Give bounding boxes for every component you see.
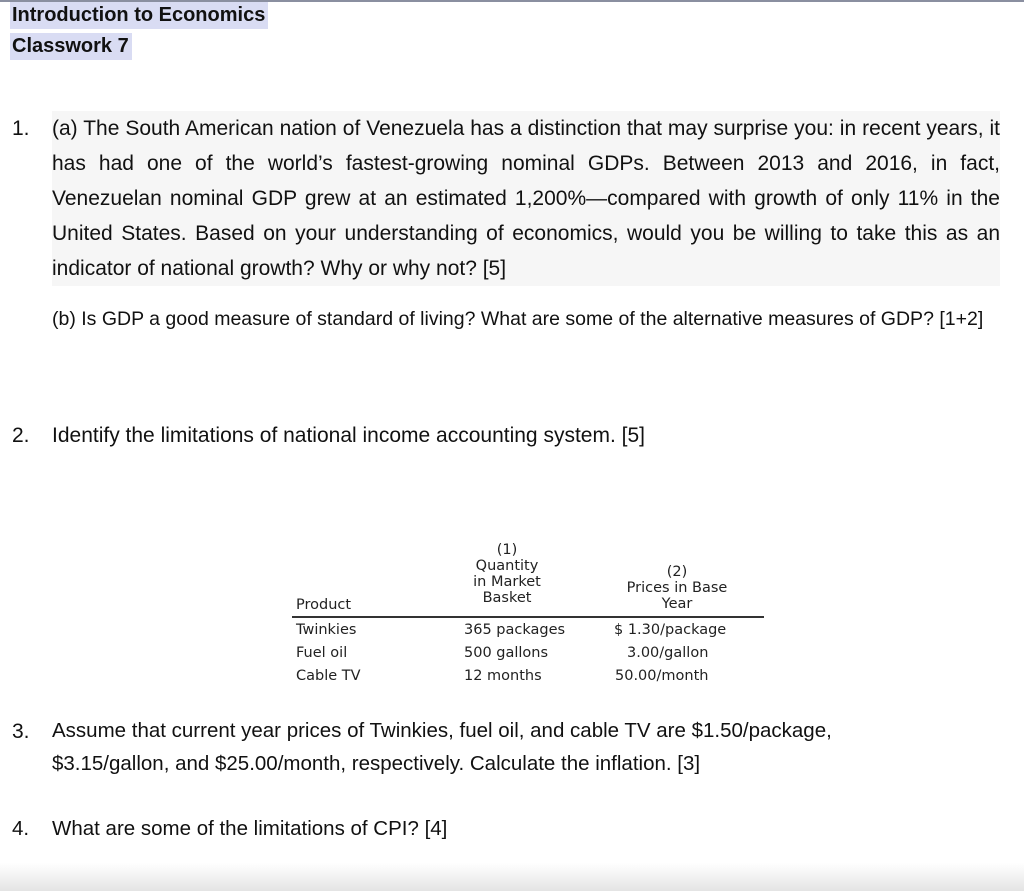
question-1a-text: (a) The South American nation of Venezuela has a distinction that may surprise you: in recent years, it has had one of the world’s fastest-growing nominal GDPs. Between 2013 and 2016, in fact, Venezuelan nominal GDP grew at an estimated 1,200%—compared with growth of only 11% in the United States. Based on your understanding of economics, would you be willing to take this as an indicator of national growth? Why or why not? [5]	[52, 111, 1000, 286]
page-bottom-shadow	[0, 863, 1024, 891]
row-price: 50.00/month	[615, 668, 709, 684]
row-price: $ 1.30/package	[614, 622, 727, 638]
col1-header-line: (1)	[496, 542, 518, 558]
row-product: Cable TV	[296, 668, 361, 684]
col1-header-line: in Market	[473, 574, 541, 590]
question-4-text: What are some of the limitations of CPI? [4]	[52, 817, 448, 840]
col2-header-line: (2)	[666, 564, 688, 580]
row-product: Twinkies	[296, 622, 357, 638]
col1-header	[452, 542, 562, 606]
classwork-title: Classwork 7	[10, 33, 132, 60]
col2-header-line: Year	[661, 596, 693, 612]
table-header-rule	[292, 616, 764, 618]
col1-header-line: Basket	[482, 590, 532, 606]
row-quantity: 365 packages	[464, 622, 566, 638]
question-2-number: 2.	[12, 424, 30, 447]
course-title: Introduction to Economics	[10, 2, 268, 29]
question-1b-text: (b) Is GDP a good measure of standard of living? What are some of the alternative measures of GDP? [1+2]	[52, 308, 984, 330]
question-3-text: Assume that current year prices of Twinkies, fuel oil, and cable TV are $1.50/package, $3.15/gallon, and $25.00/month, respectively. Calculate the inflation. [3]	[52, 719, 832, 775]
question-2-text: Identify the limitations of national income accounting system. [5]	[52, 424, 645, 447]
question-3-number: 3.	[12, 720, 30, 743]
col1-header-line: Quantity	[475, 558, 539, 574]
col2-header-line: Prices in Base	[626, 580, 728, 596]
row-quantity: 500 gallons	[464, 645, 549, 661]
row-product: Fuel oil	[296, 645, 348, 661]
question-4-number: 4.	[12, 817, 30, 840]
product-header: Product	[296, 597, 352, 613]
row-quantity: 12 months	[464, 668, 542, 684]
row-price: 3.00/gallon	[627, 645, 709, 661]
col2-header	[604, 564, 750, 612]
question-1-number: 1.	[12, 117, 30, 140]
